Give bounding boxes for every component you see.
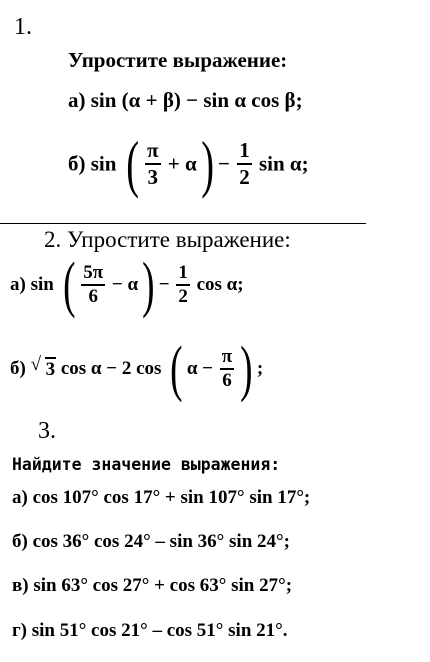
task2-item-b-radicand: 3: [45, 359, 56, 380]
task2-item-b-inner-head: α −: [186, 358, 214, 379]
task2-item-b-tail: ;: [256, 358, 264, 379]
task2-item-b-fraction-num: π: [221, 346, 233, 367]
task2-item-b-fraction: [220, 346, 234, 392]
task2-item-b-label: б): [10, 358, 26, 379]
task3-item-d-label: г): [12, 620, 27, 641]
task1-item-b-inner-tail: + α: [167, 151, 197, 176]
task1-item-b-fraction-den: 3: [147, 165, 158, 189]
task3-number: 3.: [38, 418, 56, 444]
task3-item-b-expr: cos 36° cos 24° – sin 36° sin 24°;: [32, 531, 290, 552]
task2-item-a-coef-den: 2: [178, 286, 188, 307]
task1-item-b-open-paren: (: [125, 128, 139, 199]
task2-item-b-close-paren: ): [240, 335, 253, 403]
task3-item-b-label: б): [12, 531, 28, 552]
task2-item-a: [10, 251, 244, 319]
task1-item-b-fraction: [145, 138, 161, 190]
task2-number: 2.: [44, 227, 62, 252]
task1-item-b-close-paren: ): [200, 128, 214, 199]
task2-item-a-minus: −: [158, 274, 170, 295]
task2-item-a-inner-tail: − α: [111, 274, 139, 295]
task1-heading: Упростите выражение:: [68, 48, 288, 72]
task2-item-a-fraction-num: 5π: [83, 262, 104, 283]
task1-item-b-coef-num: 1: [239, 138, 250, 162]
task2-item-a-close-paren: ): [142, 251, 155, 319]
task1-item-b-coefficient: [237, 138, 252, 190]
task1-item-b-minus: −: [218, 151, 230, 176]
task2-item-b-open-paren: (: [170, 335, 183, 403]
task1-item-a-label: а): [68, 88, 86, 112]
task1-item-b-tail: sin α;: [258, 151, 309, 176]
task2-item-b-mid: cos α − 2 cos: [60, 358, 162, 379]
task1-item-b-fraction-num: π: [147, 138, 159, 162]
task2-item-a-fraction: [81, 262, 105, 308]
task2-item-a-fraction-den: 6: [88, 286, 98, 307]
task3-heading: Найдите значение выражения:: [12, 455, 281, 474]
task1-item-b-coef-den: 2: [239, 165, 250, 189]
task2-item-a-func: sin: [30, 274, 54, 295]
task3-item-d: [12, 620, 288, 642]
task3-item-a-expr: cos 107° cos 17° + sin 107° sin 17°;: [32, 487, 311, 508]
task3-item-c: [12, 575, 292, 597]
task2-item-a-open-paren: (: [62, 251, 76, 319]
task3-item-c-label: в): [12, 575, 29, 596]
task2-item-a-label: а): [10, 274, 26, 295]
radical-sign-icon: √: [30, 354, 42, 375]
divider-line: [0, 223, 366, 224]
task1-item-b: [68, 128, 309, 199]
task1-item-b-func: sin: [90, 151, 117, 176]
task3-item-b: [12, 531, 290, 553]
task2-item-b-fraction-den: 6: [222, 370, 232, 391]
task1-item-a: [68, 88, 303, 113]
task2-item-a-tail: cos α;: [196, 274, 244, 295]
task2-title: [44, 227, 291, 253]
task3-item-a-label: а): [12, 487, 28, 508]
task2-heading: Упростите выражение:: [67, 227, 291, 252]
task2-item-a-coefficient: [176, 262, 190, 308]
task2-item-b: [10, 335, 264, 403]
task1-item-a-expr: sin (α + β) − sin α cos β;: [90, 88, 303, 112]
sqrt-expression: [30, 354, 57, 381]
task3-item-a: [12, 487, 310, 509]
task2-item-a-coef-num: 1: [178, 262, 188, 283]
task1-number: 1.: [14, 14, 32, 40]
task3-item-d-expr: sin 51° cos 21° – cos 51° sin 21°.: [31, 620, 288, 641]
task1-item-b-label: б): [68, 151, 86, 176]
task3-item-c-expr: sin 63° cos 27° + cos 63° sin 27°;: [33, 575, 293, 596]
